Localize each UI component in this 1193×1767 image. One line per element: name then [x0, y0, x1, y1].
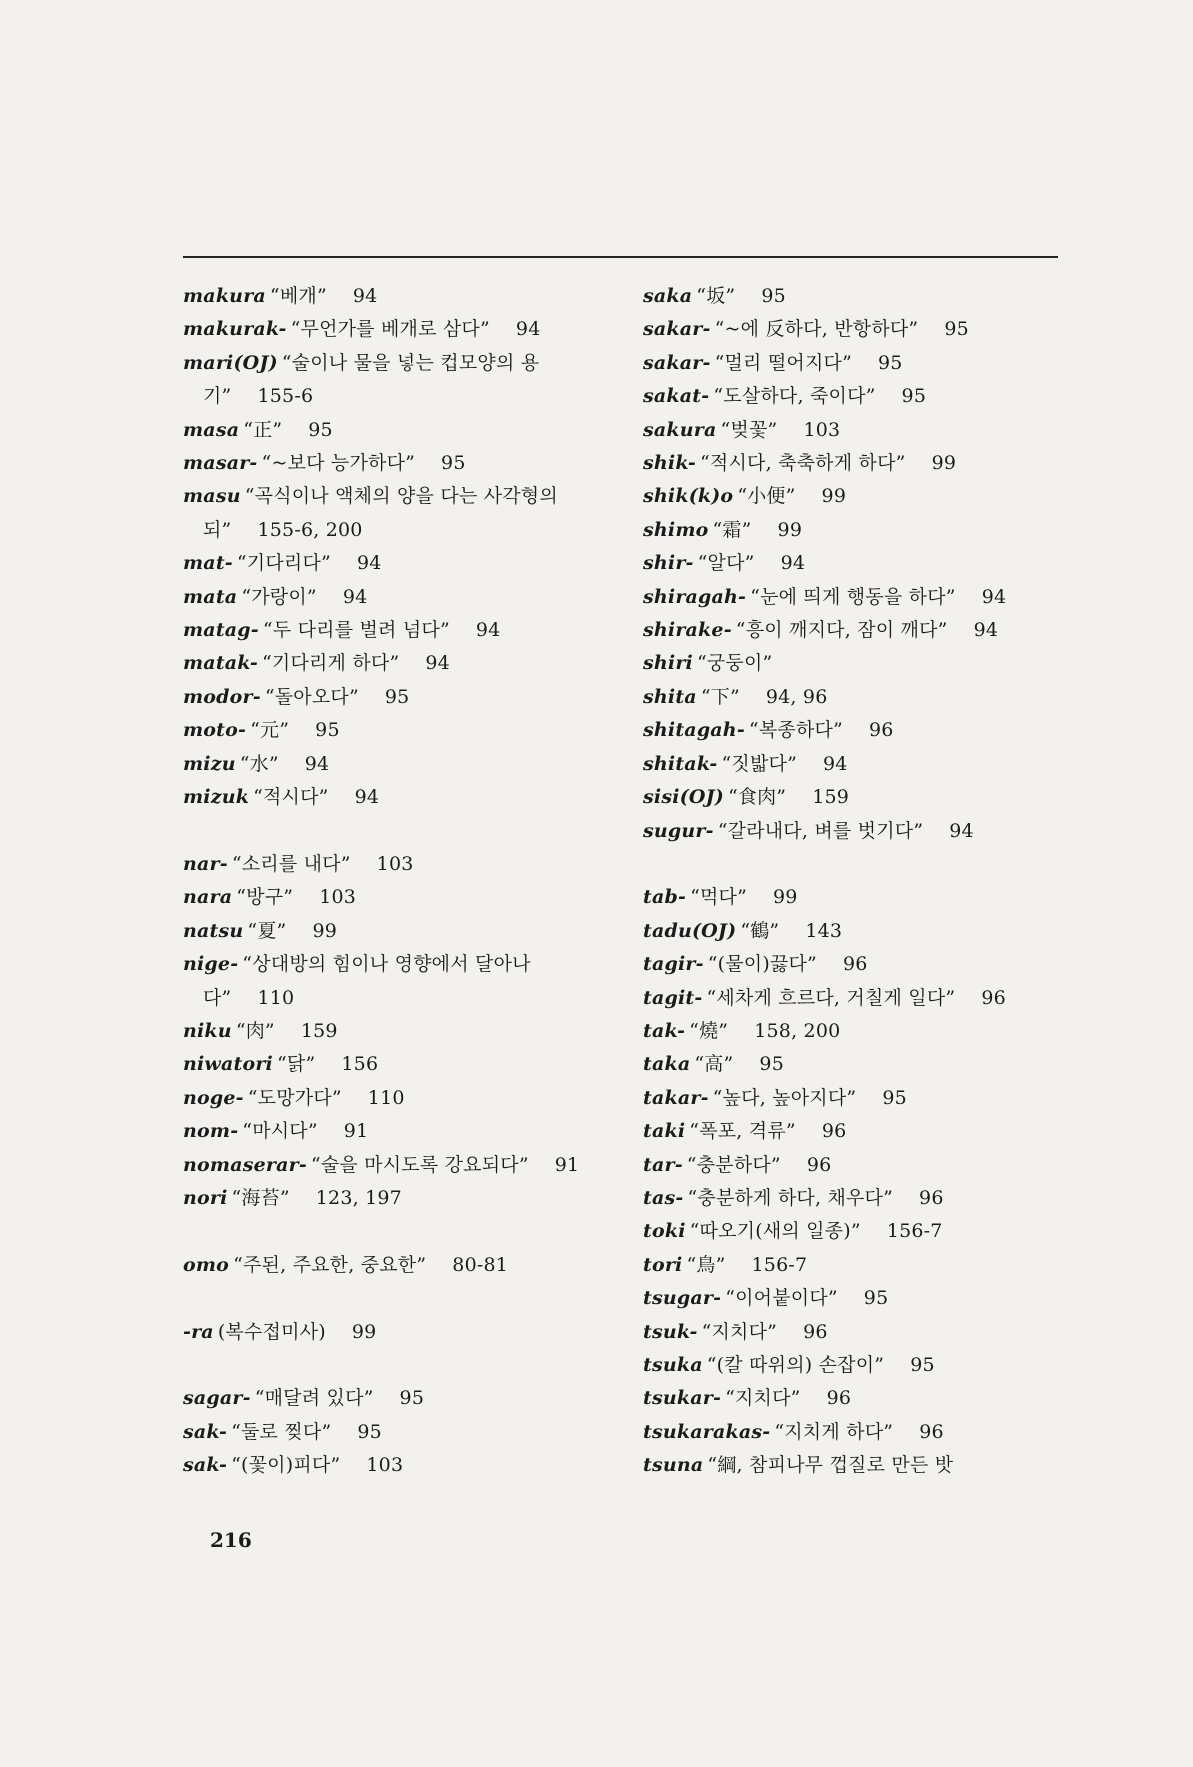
- entry-gloss: “食肉”: [727, 786, 787, 809]
- entry-pages: 155-6, 200: [257, 518, 363, 541]
- entry-gloss: “元”: [250, 719, 290, 742]
- entry-gloss: “복종하다”: [748, 719, 843, 742]
- entry-gloss: “둘로 찢다”: [231, 1420, 332, 1443]
- section-gap: [643, 848, 1078, 881]
- index-entry: [643, 1048, 1078, 1081]
- entry-gloss: “갈라내다, 벼를 벗기다”: [717, 819, 924, 842]
- index-entry: [643, 347, 1078, 380]
- index-entry: [183, 1048, 618, 1081]
- entry-headword: shitak-: [643, 752, 718, 775]
- entry-gloss: “소리를 내다”: [231, 852, 351, 875]
- entry-gloss: “폭포, 격류”: [689, 1120, 796, 1143]
- index-entry: [183, 581, 618, 614]
- entry-gloss: “지치다”: [701, 1320, 778, 1343]
- entry-gloss: “기다리다”: [236, 552, 331, 575]
- entry-pages: 99: [773, 886, 798, 909]
- entry-headword: shita: [643, 685, 697, 708]
- entry-pages: 94: [949, 819, 974, 842]
- entry-pages: 96: [803, 1320, 828, 1343]
- entry-headword: mat-: [183, 552, 233, 575]
- index-entry: [643, 581, 1078, 614]
- entry-gloss: “주된, 주요한, 중요한”: [233, 1253, 427, 1276]
- entry-headword: sakura: [643, 418, 717, 441]
- index-entry: [643, 380, 1078, 413]
- section-gap: [183, 1215, 618, 1248]
- entry-pages: 110: [367, 1086, 405, 1109]
- entry-pages: 95: [944, 318, 969, 341]
- entry-pages: 94: [515, 318, 541, 341]
- index-entry: [183, 714, 618, 747]
- index-entry: [183, 1082, 618, 1115]
- index-entry: [643, 982, 1078, 1015]
- index-column-right: [643, 280, 1078, 1483]
- entry-gloss: “坂”: [696, 285, 736, 307]
- entry-headword: tsuk-: [643, 1320, 698, 1343]
- entry-headword: taki: [643, 1120, 686, 1143]
- entry-gloss: “돌아오다”: [264, 685, 359, 708]
- index-entry: [183, 480, 618, 547]
- entry-headword: nori: [183, 1186, 228, 1209]
- entry-headword: matak-: [183, 652, 258, 675]
- entry-headword: taka: [643, 1053, 691, 1076]
- entry-pages: 99: [351, 1320, 377, 1343]
- entry-gloss: “적시다”: [253, 786, 329, 809]
- index-entry: [643, 447, 1078, 480]
- entry-headword: -ra: [183, 1320, 214, 1343]
- entry-pages: 156-7: [886, 1220, 943, 1243]
- entry-gloss: “이어붙이다”: [725, 1287, 838, 1310]
- entry-pages: 94: [823, 752, 848, 775]
- entry-pages: 158, 200: [754, 1019, 841, 1042]
- entry-gloss: “술이나 물을 넣는 컵모양의 용기”: [203, 351, 540, 408]
- entry-gloss: “매달려 있다”: [254, 1387, 374, 1410]
- entry-headword: toki: [643, 1220, 686, 1243]
- entry-gloss: “무언가를 베개로 삼다”: [290, 318, 490, 341]
- entry-headword: noge-: [183, 1086, 244, 1109]
- index-entry: [183, 347, 618, 414]
- entry-gloss: “충분하다”: [686, 1153, 781, 1176]
- entry-headword: mari(OJ): [183, 351, 278, 374]
- entry-pages: 95: [882, 1086, 907, 1109]
- entry-pages: 103: [319, 886, 357, 909]
- index-entry: [643, 1149, 1078, 1182]
- entry-gloss: “下”: [700, 685, 740, 708]
- entry-pages: 96: [919, 1420, 944, 1443]
- entry-headword: tsukar-: [643, 1387, 722, 1410]
- entry-headword: niku: [183, 1019, 232, 1042]
- entry-pages: 94: [973, 619, 999, 642]
- entry-pages: 103: [376, 852, 414, 875]
- entry-pages: 96: [826, 1387, 852, 1410]
- entry-pages: 103: [803, 418, 841, 441]
- entry-gloss: “기다리게 하다”: [261, 652, 400, 675]
- entry-pages: 155-6: [257, 385, 314, 408]
- entry-pages: 96: [842, 953, 868, 976]
- entry-headword: tori: [643, 1253, 683, 1276]
- entry-pages: 95: [901, 385, 927, 408]
- entry-gloss: “높다, 높아지다”: [712, 1086, 857, 1109]
- entry-pages: 95: [877, 351, 903, 374]
- entry-pages: 94: [981, 585, 1007, 608]
- entry-gloss: “~보다 능가하다”: [261, 452, 416, 475]
- entry-pages: 94: [425, 652, 450, 675]
- index-entry: [643, 480, 1078, 513]
- entry-headword: tagir-: [643, 953, 704, 976]
- entry-headword: niwatori: [183, 1053, 273, 1076]
- entry-gloss: “海苔”: [231, 1186, 290, 1209]
- index-entry: [643, 948, 1078, 981]
- index-entry: [643, 1449, 1078, 1482]
- entry-pages: 159: [300, 1019, 338, 1042]
- index-entry: [183, 881, 618, 914]
- entry-headword: shir-: [643, 552, 694, 575]
- entry-gloss: “(물이)끓다”: [707, 953, 817, 976]
- index-entry: [183, 1182, 618, 1215]
- entry-headword: shirake-: [643, 619, 732, 642]
- entry-gloss: “알다”: [697, 552, 755, 575]
- entry-pages: 91: [343, 1120, 369, 1143]
- entry-headword: sagar-: [183, 1387, 251, 1410]
- index-entry: [183, 1416, 618, 1449]
- entry-gloss: “두 다리를 벌려 넘다”: [262, 619, 450, 642]
- section-gap: [183, 1282, 618, 1315]
- entry-headword: masu: [183, 485, 241, 508]
- entry-pages: 159: [812, 786, 850, 809]
- entry-pages: 95: [761, 285, 786, 307]
- index-entry: [643, 748, 1078, 781]
- entry-headword: tar-: [643, 1153, 683, 1176]
- entry-headword: tadu(OJ): [643, 919, 737, 942]
- index-entry: [643, 915, 1078, 948]
- index-entry: [643, 1416, 1078, 1449]
- entry-gloss: “(꽃이)피다”: [231, 1454, 341, 1477]
- entry-pages: 95: [357, 1420, 382, 1443]
- index-entry: [183, 781, 618, 814]
- entry-gloss: “高”: [694, 1053, 734, 1076]
- entry-gloss: “小便”: [737, 485, 796, 508]
- index-entry: [183, 414, 618, 447]
- entry-headword: omo: [183, 1253, 230, 1276]
- entry-pages: 95: [863, 1287, 889, 1310]
- index-entry: [643, 1249, 1078, 1282]
- entry-gloss: “綱, 참피나무 껍질로 만든 밧: [707, 1454, 954, 1477]
- entry-pages: 123, 197: [315, 1186, 402, 1209]
- index-entry: [643, 881, 1078, 914]
- index-entry: [183, 681, 618, 714]
- entry-headword: nara: [183, 886, 233, 909]
- entry-gloss: “마시다”: [242, 1120, 318, 1143]
- entry-pages: 94: [780, 552, 806, 575]
- index-entry: [183, 1316, 618, 1349]
- index-entry: [183, 1449, 618, 1482]
- entry-pages: 95: [759, 1053, 784, 1076]
- entry-headword: tab-: [643, 886, 687, 909]
- entry-pages: 94: [342, 585, 368, 608]
- index-entry: [643, 815, 1078, 848]
- entry-headword: shimo: [643, 518, 709, 541]
- entry-headword: sakat-: [643, 385, 710, 408]
- entry-headword: modor-: [183, 685, 261, 708]
- entry-pages: 96: [919, 1186, 944, 1209]
- entry-pages: 99: [931, 452, 957, 475]
- entry-pages: 103: [366, 1454, 404, 1477]
- entry-gloss: “곡식이나 액체의 양을 다는 사각형의 되”: [203, 485, 558, 541]
- entry-headword: tsukarakas-: [643, 1420, 771, 1443]
- entry-pages: 94: [475, 619, 501, 642]
- entry-pages: 96: [821, 1120, 847, 1143]
- entry-pages: 110: [257, 986, 295, 1009]
- entry-pages: 99: [821, 485, 847, 508]
- entry-gloss: “지치게 하다”: [774, 1420, 894, 1443]
- index-entry: [643, 313, 1078, 346]
- entry-headword: moto-: [183, 719, 247, 742]
- index-entry: [643, 514, 1078, 547]
- index-entry: [643, 1015, 1078, 1048]
- index-entry: [643, 714, 1078, 747]
- index-entry: [183, 1149, 618, 1182]
- index-entry: [643, 1382, 1078, 1415]
- entry-pages: 94, 96: [765, 685, 828, 708]
- entry-pages: 95: [441, 452, 466, 475]
- entry-headword: makura: [183, 285, 266, 307]
- index-entry: [643, 1115, 1078, 1148]
- index-entry: [643, 414, 1078, 447]
- entry-pages: 94: [354, 786, 380, 809]
- entry-headword: masa: [183, 418, 240, 441]
- entry-headword: makurak-: [183, 318, 287, 341]
- entry-headword: sisi(OJ): [643, 786, 724, 809]
- entry-pages: 95: [308, 418, 333, 441]
- entry-gloss: “水”: [239, 752, 279, 775]
- entry-headword: sak-: [183, 1454, 228, 1477]
- entry-gloss: “霜”: [712, 518, 752, 541]
- entry-headword: nom-: [183, 1120, 239, 1143]
- entry-gloss: “벚꽃”: [720, 418, 778, 441]
- entry-gloss: “상대방의 힘이나 영향에서 달아나다”: [203, 953, 531, 1009]
- entry-gloss: “(칼 따위의) 손잡이”: [706, 1353, 885, 1376]
- index-entry: [183, 647, 618, 680]
- entry-headword: nige-: [183, 953, 239, 976]
- index-entry: [183, 748, 618, 781]
- entry-pages: 96: [806, 1153, 832, 1176]
- index-entry: [643, 547, 1078, 580]
- entry-gloss: “지치다”: [725, 1387, 801, 1410]
- index-entry: [643, 1182, 1078, 1215]
- entry-headword: mata: [183, 585, 238, 608]
- entry-pages: 94: [356, 552, 382, 575]
- header-rule: [183, 256, 1058, 258]
- entry-headword: shiragah-: [643, 585, 747, 608]
- index-column-left: [183, 280, 618, 1483]
- entry-headword: shiri: [643, 652, 693, 675]
- index-entry: [183, 948, 618, 1015]
- entry-headword: sak-: [183, 1420, 228, 1443]
- entry-gloss: “正”: [243, 418, 283, 441]
- entry-gloss: “鳥”: [686, 1253, 726, 1276]
- entry-headword: tsuna: [643, 1454, 704, 1477]
- entry-pages: 94: [352, 285, 378, 307]
- index-entry: [183, 547, 618, 580]
- index-entry: [183, 1115, 618, 1148]
- index-entry: [183, 848, 618, 881]
- entry-pages: 95: [315, 719, 340, 742]
- entry-gloss: “도망가다”: [247, 1086, 342, 1109]
- index-entry: [183, 280, 618, 313]
- entry-pages: 96: [868, 719, 894, 742]
- entry-gloss: “도살하다, 죽이다”: [713, 385, 876, 408]
- index-entry: [183, 1249, 618, 1282]
- entry-headword: tak-: [643, 1019, 686, 1042]
- entry-pages: 99: [312, 919, 338, 942]
- entry-headword: mizuk: [183, 786, 250, 809]
- entry-headword: tas-: [643, 1186, 684, 1209]
- index-entry: [183, 447, 618, 480]
- entry-gloss: (복수접미사): [217, 1320, 326, 1343]
- index-entry: [643, 280, 1078, 313]
- entry-gloss: “궁둥이”: [696, 652, 773, 675]
- index-entry: [643, 1082, 1078, 1115]
- entry-headword: saka: [643, 285, 693, 307]
- index-entry: [643, 781, 1078, 814]
- entry-gloss: “흥이 깨지다, 잠이 깨다”: [735, 619, 948, 642]
- index-entry: [643, 1349, 1078, 1382]
- entry-gloss: “鶴”: [740, 919, 780, 942]
- index-entry: [643, 681, 1078, 714]
- entry-headword: takar-: [643, 1086, 709, 1109]
- entry-pages: 95: [384, 685, 410, 708]
- entry-pages: 91: [554, 1153, 580, 1176]
- entry-headword: masar-: [183, 452, 258, 475]
- entry-headword: shik(k)o: [643, 485, 734, 508]
- entry-gloss: “방구”: [236, 886, 294, 909]
- index-entry: [643, 614, 1078, 647]
- entry-pages: 96: [981, 986, 1006, 1009]
- section-gap: [183, 815, 618, 848]
- entry-headword: matag-: [183, 619, 259, 642]
- entry-headword: nar-: [183, 852, 228, 875]
- entry-gloss: “짓밟다”: [721, 752, 797, 775]
- entry-headword: tsuka: [643, 1353, 703, 1376]
- entry-gloss: “~에 反하다, 반항하다”: [714, 318, 919, 341]
- entry-pages: 95: [399, 1387, 425, 1410]
- entry-gloss: “夏”: [247, 919, 287, 942]
- entry-gloss: “베개”: [269, 285, 327, 307]
- entry-gloss: “술을 마시도록 강요되다”: [310, 1153, 529, 1176]
- entry-gloss: “가랑이”: [241, 585, 317, 608]
- index-entry: [643, 1316, 1078, 1349]
- entry-pages: 80-81: [452, 1253, 509, 1276]
- entry-gloss: “닭”: [276, 1053, 316, 1076]
- entry-gloss: “눈에 띄게 행동을 하다”: [750, 585, 956, 608]
- entry-gloss: “세차게 흐르다, 거칠게 일다”: [706, 986, 956, 1009]
- index-entry: [183, 1015, 618, 1048]
- entry-pages: 156: [341, 1053, 379, 1076]
- entry-headword: natsu: [183, 919, 244, 942]
- index-entry: [183, 915, 618, 948]
- entry-gloss: “먹다”: [690, 886, 747, 909]
- entry-gloss: “적시다, 축축하게 하다”: [700, 452, 906, 475]
- index-entry: [643, 1215, 1078, 1248]
- entry-headword: sakar-: [643, 351, 711, 374]
- entry-headword: shitagah-: [643, 719, 745, 742]
- entry-gloss: “肉”: [235, 1019, 275, 1042]
- entry-headword: shik-: [643, 452, 697, 475]
- entry-gloss: “멀리 떨어지다”: [714, 351, 852, 374]
- section-gap: [183, 1349, 618, 1382]
- entry-headword: tagit-: [643, 986, 703, 1009]
- entry-gloss: “燒”: [689, 1019, 729, 1042]
- index-entry: [183, 313, 618, 346]
- index-entry: [183, 614, 618, 647]
- entry-headword: sugur-: [643, 819, 714, 842]
- entry-gloss: “충분하게 하다, 채우다”: [687, 1186, 894, 1209]
- entry-pages: 94: [304, 752, 330, 775]
- page-number: 216: [210, 1528, 252, 1552]
- entry-pages: 95: [910, 1353, 935, 1376]
- index-entry: [183, 1382, 618, 1415]
- entry-headword: tsugar-: [643, 1287, 722, 1310]
- index-entry: [643, 1282, 1078, 1315]
- index-entry: [643, 647, 1078, 680]
- entry-headword: sakar-: [643, 318, 711, 341]
- entry-gloss: “따오기(새의 일종)”: [689, 1220, 861, 1243]
- entry-pages: 156-7: [751, 1253, 808, 1276]
- entry-headword: nomaserar-: [183, 1153, 307, 1176]
- entry-headword: mizu: [183, 752, 236, 775]
- entry-pages: 143: [805, 919, 843, 942]
- entry-pages: 99: [777, 518, 803, 541]
